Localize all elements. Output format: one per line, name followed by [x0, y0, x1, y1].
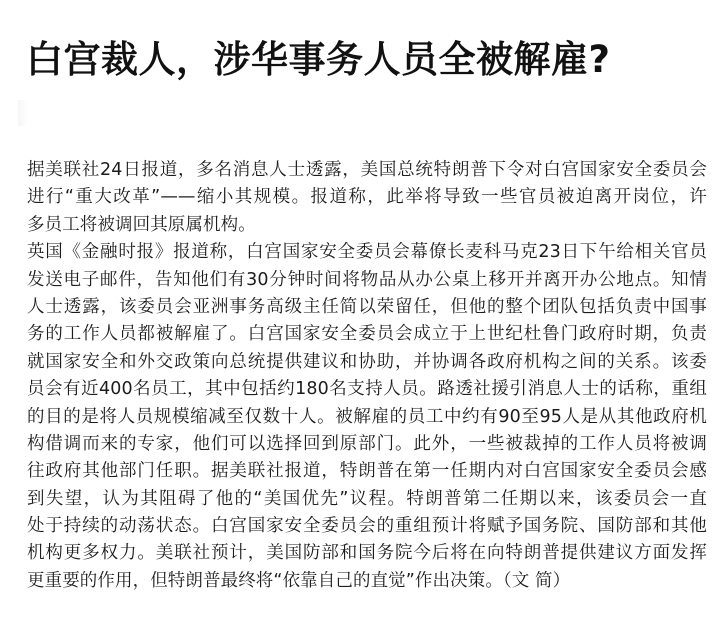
body-line: 往政府其他部门任职。据美联社报道，特朗普在第一任期内对白宫国家安全委员会感 — [27, 461, 707, 482]
decorative-shade — [18, 100, 28, 126]
body-line: 就国家安全和外交政策向总统提供建议和协助，并协调各政府机构之间的关系。该委 — [27, 351, 707, 372]
body-line: 多员工将被调回其原属机构。 — [27, 214, 256, 235]
body-line: 发送电子邮件，告知他们有30分钟时间将物品从办公桌上移开并离开办公地点。知情 — [27, 269, 707, 290]
body-line: 的目的是将人员规模缩减至仅数十人。被解雇的员工中约有90至95人是从其他政府机 — [27, 406, 707, 427]
body-line: 英国《金融时报》报道称，白宫国家安全委员会幕僚长麦科马克23日下午给相关官员 — [27, 242, 707, 263]
article-title: 白宫裁人，涉华事务人员全被解雇? — [26, 38, 611, 81]
body-line: 机构更多权力。美联社预计，美国防部和国务院今后将在向特朗普提供建议方面发挥 — [27, 543, 707, 564]
body-line: 人士透露，该委员会亚洲事务高级主任简以荣留任，但他的整个团队包括负责中国事 — [27, 296, 707, 317]
article-body — [27, 157, 707, 595]
body-line: 构借调而来的专家，他们可以选择回到原部门。此外，一些被裁掉的工作人员将被调 — [27, 433, 707, 454]
body-line: 员会有近400名员工，其中包括约180名支持人员。路透社援引消息人士的话称，重组 — [27, 379, 707, 400]
body-line: 务的工作人员都被解雇了。白宫国家安全委员会成立于上世纪杜鲁门政府时期，负责 — [27, 324, 707, 345]
body-line: 到失望，认为其阻碍了他的“美国优先”议程。特朗普第二任期以来，该委员会一直 — [27, 488, 707, 509]
body-line: 更重要的作用，但特朗普最终将“依靠自己的直觉”作出决策。（文 简） — [27, 570, 571, 591]
body-line: 据美联社24日报道，多名消息人士透露，美国总统特朗普下令对白宫国家安全委员会 — [27, 160, 707, 180]
body-line: 进行“重大改革”——缩小其规模。报道称，此举将导致一些官员被迫离开岗位，许 — [27, 187, 707, 208]
body-line: 处于持续的动荡状态。白宫国家安全委员会的重组预计将赋予国务院、国防部和其他 — [27, 516, 707, 537]
